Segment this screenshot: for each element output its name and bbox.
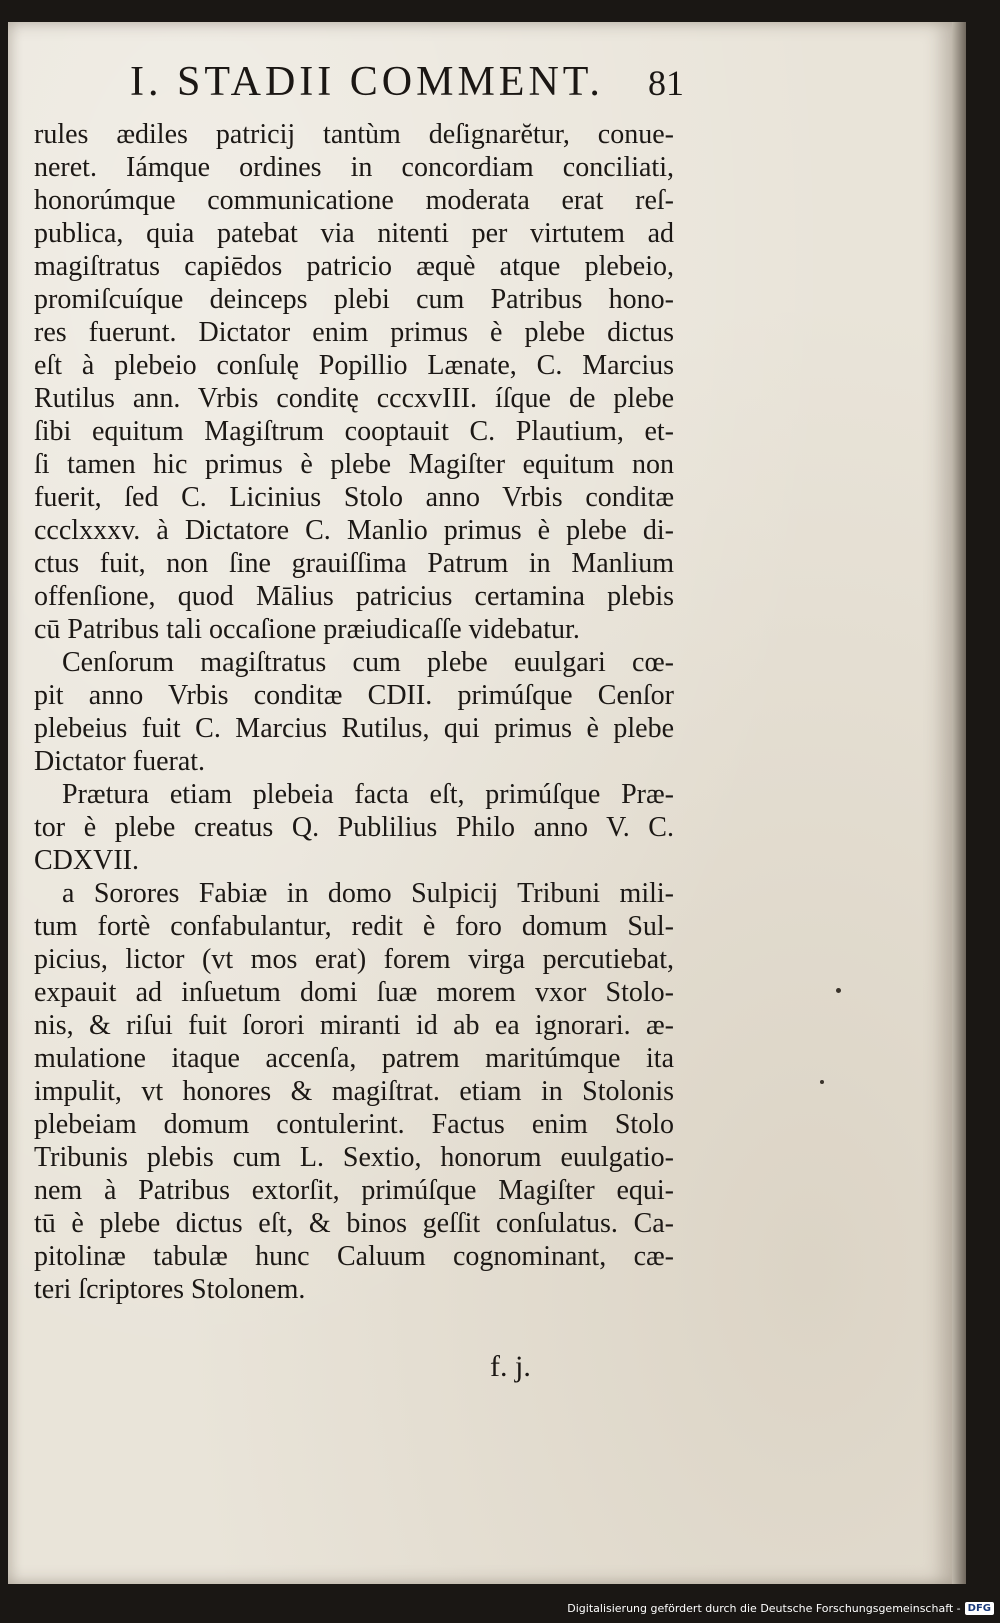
text-line: offenſione, quod Mālius patricius certamina plebis (34, 581, 674, 612)
text-line: plebeius fuit C. Marcius Rutilus, qui primus è plebe (34, 713, 674, 744)
text-line: Dictator fuerat. (34, 746, 206, 777)
text-line: picius, lictor (vt mos erat) forem virga percutiebat, (34, 944, 674, 975)
text-line: impulit, vt honores & magiſtrat. etiam in Stolonis (34, 1076, 674, 1107)
text-line: pitolinæ tabulæ hunc Caluum cognominant, cæ- (34, 1241, 674, 1272)
text-line: tum fortè confabulantur, redit è foro domum Sul- (34, 911, 674, 942)
ink-spot (820, 1080, 824, 1084)
text-line: a Sorores Fabiæ in domo Sulpicij Tribuni mili- (62, 878, 674, 909)
text-line: mulatione itaque accenſa, patrem maritúmque ita (34, 1043, 674, 1074)
text-line: rules ædiles patricij tantùm deſignarĕtur, conue- (34, 119, 674, 150)
footer-credit: Digitalisierung gefördert durch die Deutsche Forschungsgemeinschaft - (567, 1601, 961, 1615)
catchword: f. j. (490, 1350, 531, 1383)
text-line: ccclxxxv. à Dictatore C. Manlio primus è plebe di- (34, 515, 674, 546)
text-line: eſt à plebeio conſulę Popillio Lænate, C. Marcius (34, 350, 674, 381)
text-line: ſibi equitum Magiſtrum cooptauit C. Plautium, et- (34, 416, 674, 447)
text-line: tū è plebe dictus eſt, & binos geſſit conſulatus. Ca- (34, 1208, 674, 1239)
text-line: magiſtratus capiēdos patricio æquè atque plebeio, (34, 251, 674, 282)
text-line: Rutilus ann. Vrbis conditę cccxvIII. íſque de plebe (34, 383, 674, 414)
text-line: CDXVII. (34, 845, 139, 876)
text-line: teri ſcriptores Stolonem. (34, 1274, 306, 1305)
text-line: tor è plebe creatus Q. Publilius Philo anno V. C. (34, 812, 674, 843)
text-line: pit anno Vrbis conditæ CDII. primúſque Cenſor (34, 680, 674, 711)
text-line: Prætura etiam plebeia facta eſt, primúſque Præ- (62, 779, 674, 810)
text-line: Cenſorum magiſtratus cum plebe euulgari cœ- (62, 647, 674, 678)
text-line: ctus fuit, non ſine grauiſſima Patrum in Manlium (34, 548, 674, 579)
digitization-footer (567, 1599, 994, 1617)
text-line: publica, quia patebat via nitenti per virtutem ad (34, 218, 674, 249)
text-line: nis, & riſui fuit ſorori miranti id ab ea ignorari. æ- (34, 1010, 674, 1041)
text-line: cū Patribus tali occaſione præiudicaſſe videbatur. (34, 614, 580, 645)
page-edge (952, 22, 966, 1584)
running-head: I. STADII COMMENT. (130, 59, 604, 105)
page-number: 81 (648, 63, 684, 103)
text-line: ſi tamen hic primus è plebe Magiſter equitum non (34, 449, 674, 480)
text-line: nem à Patribus extorſit, primúſque Magiſter equi- (34, 1175, 674, 1206)
dfg-logo: DFG (965, 1602, 994, 1615)
text-line: plebeiam domum contulerint. Factus enim Stolo (34, 1109, 674, 1140)
text-line: expauit ad inſuetum domi ſuæ morem vxor Stolo- (34, 977, 674, 1008)
text-line: honorúmque communicatione moderata erat reſ- (34, 185, 674, 216)
text-line: promiſcuíque deinceps plebi cum Patribus hono- (34, 284, 674, 315)
text-line: fuerit, ſed C. Licinius Stolo anno Vrbis conditæ (34, 482, 674, 513)
ink-spot (836, 988, 841, 993)
body-text (34, 118, 674, 1306)
text-line: res fuerunt. Dictator enim primus è plebe dictus (34, 317, 674, 348)
text-line: Tribunis plebis cum L. Sextio, honorum euulgatio- (34, 1142, 674, 1173)
text-line: neret. Iámque ordines in concordiam conciliati, (34, 152, 674, 183)
page-header (0, 58, 1000, 118)
